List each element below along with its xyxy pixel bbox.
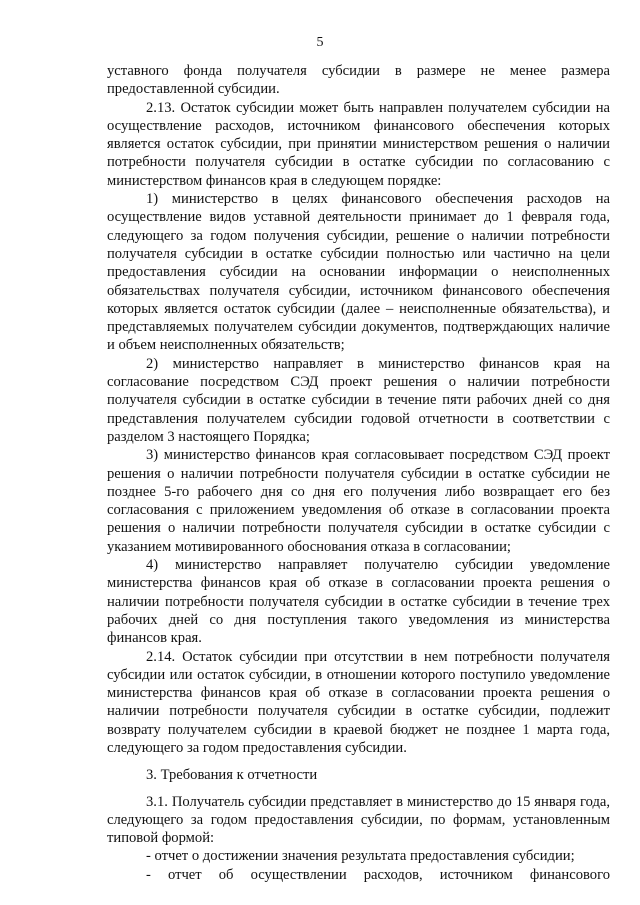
list-item: - отчет об осуществлении расходов, источником финансового (146, 866, 610, 883)
paragraph: уставного фонда получателя субсидии в размере не менее размера предоставленной субсидии. (107, 63, 610, 98)
paragraph: 2.13. Остаток субсидии может быть направлен получателем субсидии на осуществление расходов, источником финансового обеспечения которых является остаток субсидии, при принятии министерством решения о наличии потребности получателя субсидии в остатке субсидии по согласованию с министерством финансов края в следующем порядке: (107, 99, 610, 189)
paragraph: 3.1. Получатель субсидии представляет в министерство до 15 января года, следующего за годом предоставления субсидии, по формам, установленным типовой формой: (107, 793, 610, 847)
list-item: 4) министерство направляет получателю субсидии уведомление министерства финансов края об отказе в согласовании проекта решения о наличии потребности получателя субсидии в остатке субсидии в течение трех рабочих дней со дня поступления такого уведомления из министерства финансов края. (107, 557, 610, 647)
list-item: 1) министерство в целях финансового обеспечения расходов на осуществление видов уставной деятельности принимает до 1 февраля года, следующего за годом получения субсидии, решение о наличии потребности получателя субсидии в остатке субсидии полностью или частично на цели предоставления субсидии на основании информации о неисполненных обязательствах получателя субсидии, источником финансового обеспечения которых является остаток субсидии (далее – неисполненные обязательства), и представляемых получателем субсидии документов, подтверждающих наличие и объем неисполненных обязательств; (107, 191, 610, 354)
paragraph: 2.14. Остаток субсидии при отсутствии в нем потребности получателя субсидии или остаток субсидии, в отношении которого поступило уведомление министерства финансов края об отказе в согласовании проекта решения о наличии потребности получателя субсидии в остатке субсидии, подлежит возврату получателем субсидии в краевой бюджет не позднее 1 марта года, следующего за годом предоставления субсидии. (107, 648, 610, 756)
section-heading: 3. Требования к отчетности (146, 767, 318, 784)
document-body (107, 62, 610, 884)
page-number: 5 (316, 35, 324, 50)
list-item: 3) министерство финансов края согласовывает посредством СЭД проект решения о наличии потребности получателя субсидии в остатке субсидии не позднее 5-го рабочего дня со дня его получения либо возвращает его без согласования с приложением уведомления об отказе в согласовании проекта решения о наличии потребности получателя субсидии в остатке субсидии с указанием мотивированного обоснования отказа в согласовании; (107, 447, 610, 555)
list-item: - отчет о достижении значения результата предоставления субсидии; (146, 848, 575, 865)
list-item: 2) министерство направляет в министерство финансов края на согласование посредством СЭД проект решения о наличии потребности получателя субсидии в остатке субсидии в течение пяти рабочих дней со дня представления получателем субсидии годовой отчетности в соответствии с разделом 3 настоящего Порядка; (107, 355, 610, 445)
